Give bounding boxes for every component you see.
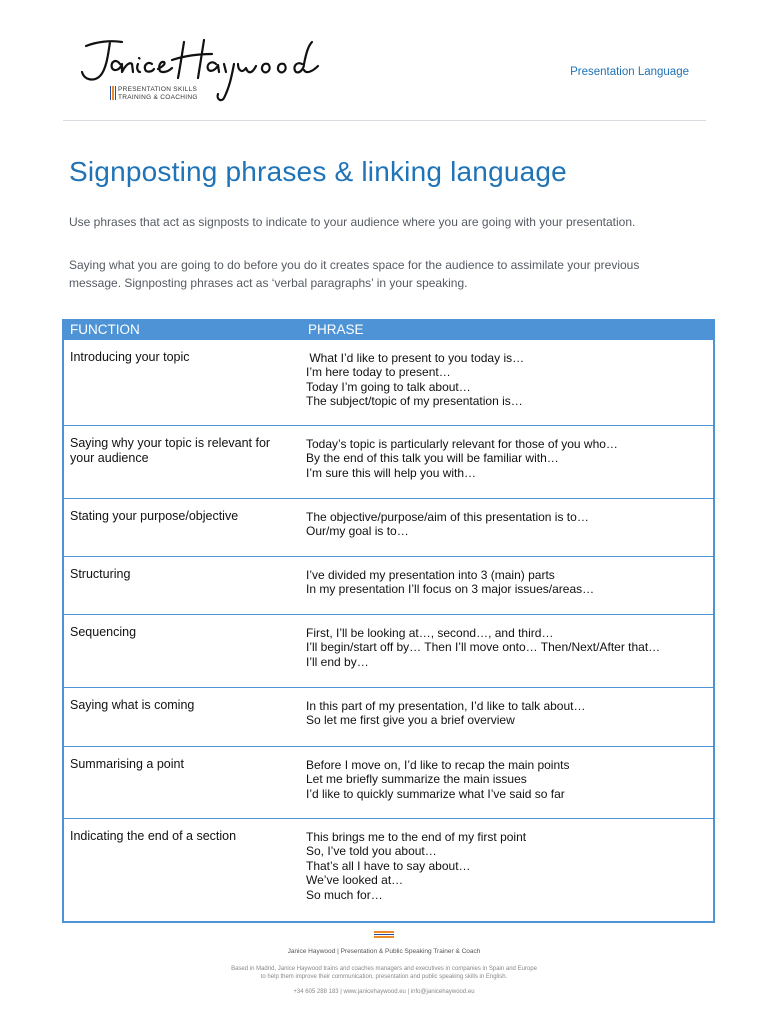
footer-description-line1: Based in Madrid, Janice Haywood trains and coaches managers and executives in companies in Spain and Europe <box>231 966 537 972</box>
table-row <box>64 498 713 556</box>
footer-flag-stripes <box>374 931 394 939</box>
header-function: FUNCTION <box>70 322 140 337</box>
row-function: Stating your purpose/objective <box>70 509 239 523</box>
logo <box>76 34 336 106</box>
footer-contact: +34 605 288 183 | www.janicehaywood.eu | info@janicehaywood.eu <box>293 989 475 995</box>
table-row <box>64 746 713 818</box>
table-row <box>64 614 713 687</box>
row-phrases: In this part of my presentation, I’d like to talk about… So let me first give you a brief overview <box>306 699 586 728</box>
row-function: Structuring <box>70 567 131 581</box>
table-row <box>64 818 713 921</box>
row-phrases: Today’s topic is particularly relevant for those of you who… By the end of this talk you will be familiar with… I’m sure this will help you with… <box>306 437 618 480</box>
footer-description <box>0 965 768 981</box>
footer-name: Janice Haywood | Presentation & Public Speaking Trainer & Coach <box>287 948 481 955</box>
table-row <box>64 687 713 746</box>
header-tag: Presentation Language <box>570 66 689 78</box>
row-function: Sequencing <box>70 625 137 639</box>
table-row <box>64 339 713 425</box>
row-phrases: First, I’ll be looking at…, second…, and third… I’ll begin/start off by… Then I’ll move onto… Then/Next/After that… I’ll end by… <box>306 626 661 669</box>
logo-flag-stripes <box>110 86 116 100</box>
header-divider <box>63 120 706 121</box>
row-phrases: Before I move on, I’d like to recap the main points Let me briefly summarize the main issues I’d like to quickly summarize what I’ve said so far <box>306 758 570 801</box>
phrases-table <box>62 319 715 923</box>
table-row <box>64 556 713 614</box>
row-function: Saying what is coming <box>70 698 195 712</box>
header-phrase: PHRASE <box>308 322 364 337</box>
table-row <box>64 425 713 498</box>
row-phrases: I’ve divided my presentation into 3 (main) parts In my presentation I’ll focus on 3 major issues/areas… <box>306 568 595 597</box>
footer-description-line2: to help them improve their communication, presentation and public speaking skills in English. <box>260 974 508 980</box>
row-function: Summarising a point <box>70 757 184 771</box>
logo-subtitle-line1: PRESENTATION SKILLS <box>118 86 198 93</box>
row-function: Saying why your topic is relevant for your audience <box>70 436 271 465</box>
row-phrases: What I’d like to present to you today is… I’m here today to present… Today I’m going to talk about… The subject/topic of my presentation is… <box>306 351 525 409</box>
intro-paragraph-1: Use phrases that act as signposts to indicate to your audience where you are going with your presentation. <box>69 215 636 229</box>
table-header <box>64 321 713 339</box>
intro-paragraph-2: Saying what you are going to do before you do it creates space for the audience to assimilate your previous message. Signposting phrases act as ‘verbal paragraphs’ in your speaking. <box>69 258 640 290</box>
logo-subtitle-line2: TRAINING & COACHING <box>118 93 198 101</box>
page-title: Signposting phrases & linking language <box>69 156 567 187</box>
row-function: Indicating the end of a section <box>70 829 237 843</box>
row-function: Introducing your topic <box>70 350 190 364</box>
row-phrases: This brings me to the end of my first point So, I’ve told you about… That’s all I have to say about… We’ve looked at… So much for… <box>306 830 527 902</box>
logo-subtitle <box>118 86 198 101</box>
row-phrases: The objective/purpose/aim of this presentation is to… Our/my goal is to… <box>306 510 589 539</box>
